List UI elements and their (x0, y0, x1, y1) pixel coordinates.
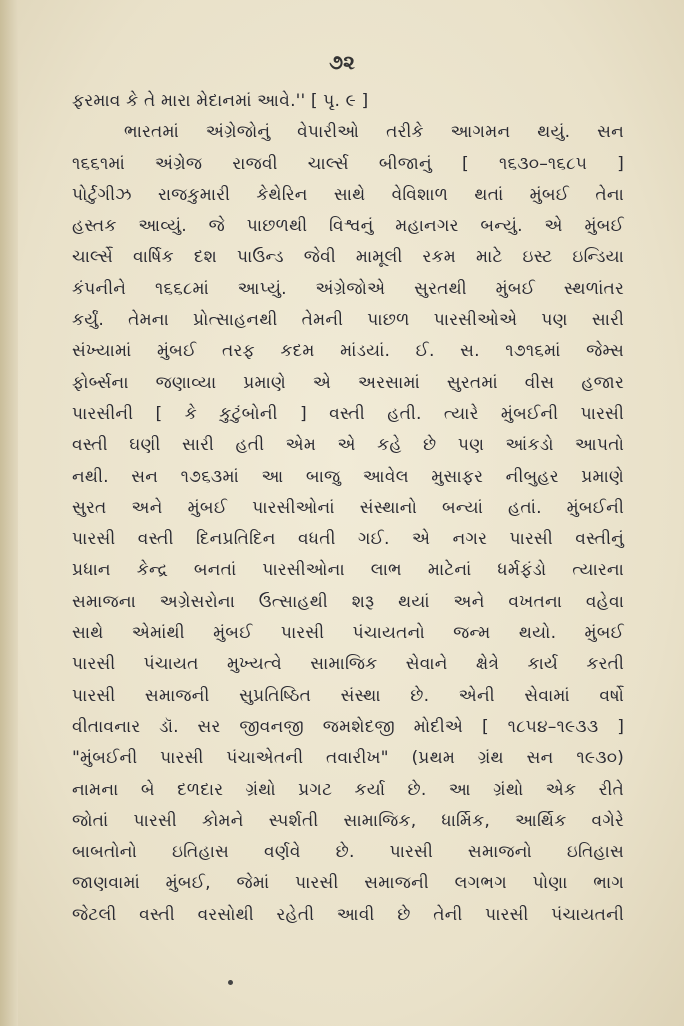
text-line: વીતાવનાર ડૉ. સર જીવનજી જમશેદજી મોદીએ [ ૧૮૫૪–૧૯૩૩ ] (72, 716, 624, 737)
text-line: કર્યું. તેમના પ્રોત્સાહનથી તેમની પાછળ પારસીઓએ પણ સારી (72, 310, 624, 331)
text-line: જોતાં પારસી કોમને સ્પર્શતી સામાજિક, ધાર્મિક, આર્થિક વગેરે (72, 810, 624, 831)
text-line: જેટલી વસ્તી વરસોથી રહેતી આવી છે તેની પારસી પંચાયતની (72, 904, 624, 925)
page-number: ૭૨ (329, 50, 355, 74)
text-line: નથી. સન ૧૭૬૩માં આ બાજુ આવેલ મુસાફર નીબુહર પ્રમાણે (72, 466, 624, 487)
text-line: પારસી સમાજની સુપ્રતિષ્ઠિત સંસ્થા છે. એની સેવામાં વર્ષો (72, 685, 624, 706)
text-line: સમાજના અગ્રેસરોના ઉત્સાહથી શરૂ થયાં અને વખતના વહેવા (72, 591, 624, 612)
text-line: સાથે એમાંથી મુંબઈ પારસી પંચાયતનો જન્મ થયો. મુંબઈ (72, 623, 624, 644)
text-line: "મુંબઈની પારસી પંચાએતની તવારીખ" (પ્રથમ ગ્રંથ સન ૧૯૩૦) (72, 748, 624, 769)
text-line: ભારતમાં અંગ્રેજોનું વેપારીઓ તરીકે આગમન થયું. સન (124, 122, 624, 143)
text-line: સંખ્યામાં મુંબઈ તરફ કદમ માંડયાં. ઈ. સ. ૧૭૧૬માં જેમ્સ (72, 341, 624, 362)
text-line: હસ્તક આવ્યું. જે પાછળથી વિશ્વનું મહાનગર બન્યું. એ મુંબઈ (72, 216, 624, 237)
text-line: વસ્તી ઘણી સારી હતી એમ એ કહે છે પણ આંકડો આપતો (72, 435, 624, 456)
footer-mark (228, 980, 233, 985)
body-text (72, 86, 624, 931)
page-binding-edge (0, 0, 18, 1026)
text-line: બાબતોનો ઇતિહાસ વર્ણવે છે. પારસી સમાજનો ઇતિહાસ (72, 842, 624, 863)
text-line: નામના બે દળદાર ગ્રંથો પ્રગટ કર્યા છે. આ ગ્રંથો એક રીતે (72, 779, 624, 800)
text-line: પારસી પંચાયત મુખ્યત્વે સામાજિક સેવાને ક્ષેત્રે કાર્ય કરતી (72, 654, 624, 675)
text-line: સુરત અને મુંબઈ પારસીઓનાં સંસ્થાનો બન્યાં હતાં. મુંબઈની (72, 497, 624, 518)
text-line: જાણવામાં મુંબઈ, જેમાં પારસી સમાજની લગભગ પોણા ભાગ (72, 873, 624, 894)
text-line: પારસી વસ્તી દિનપ્રતિદિન વધતી ગઈ. એ નગર પારસી વસ્તીનું (72, 529, 624, 550)
text-line: પ્રધાન કેન્દ્ર બનતાં પારસીઓના લાભ માટેનાં ધર્મફંડો ત્યારના (72, 560, 624, 581)
text-line: પારસીની [ કે કુટુંબોની ] વસ્તી હતી. ત્યારે મુંબઈની પારસી (72, 403, 624, 424)
text-line: કંપનીને ૧૬૬૮માં આપ્યું. અંગ્રેજોએ સુરતથી મુંબઈ સ્થળાંતર (72, 278, 624, 299)
text-line: ફોર્બ્સના જણાવ્યા પ્રમાણે એ અરસામાં સુરતમાં વીસ હજાર (72, 372, 624, 393)
text-line: ફરમાવ કે તે મારા મેદાનમાં આવે.'' [ પૃ. ૯ ] (72, 91, 369, 111)
text-line: પોર્ટુગીઝ રાજકુમારી કેથેરિન સાથે વેવિશાળ થતાં મુંબઈ તેના (72, 184, 624, 205)
text-line: ચાર્લ્સે વાર્ષિક દશ પાઉન્ડ જેવી મામૂલી રકમ માટે ઇસ્ટ ઇન્ડિયા (72, 247, 624, 268)
text-line: ૧૬૬૧માં અંગ્રેજ રાજવી ચાર્લ્સ બીજાનું [ ૧૬૩૦–૧૬૮૫ ] (72, 153, 624, 174)
